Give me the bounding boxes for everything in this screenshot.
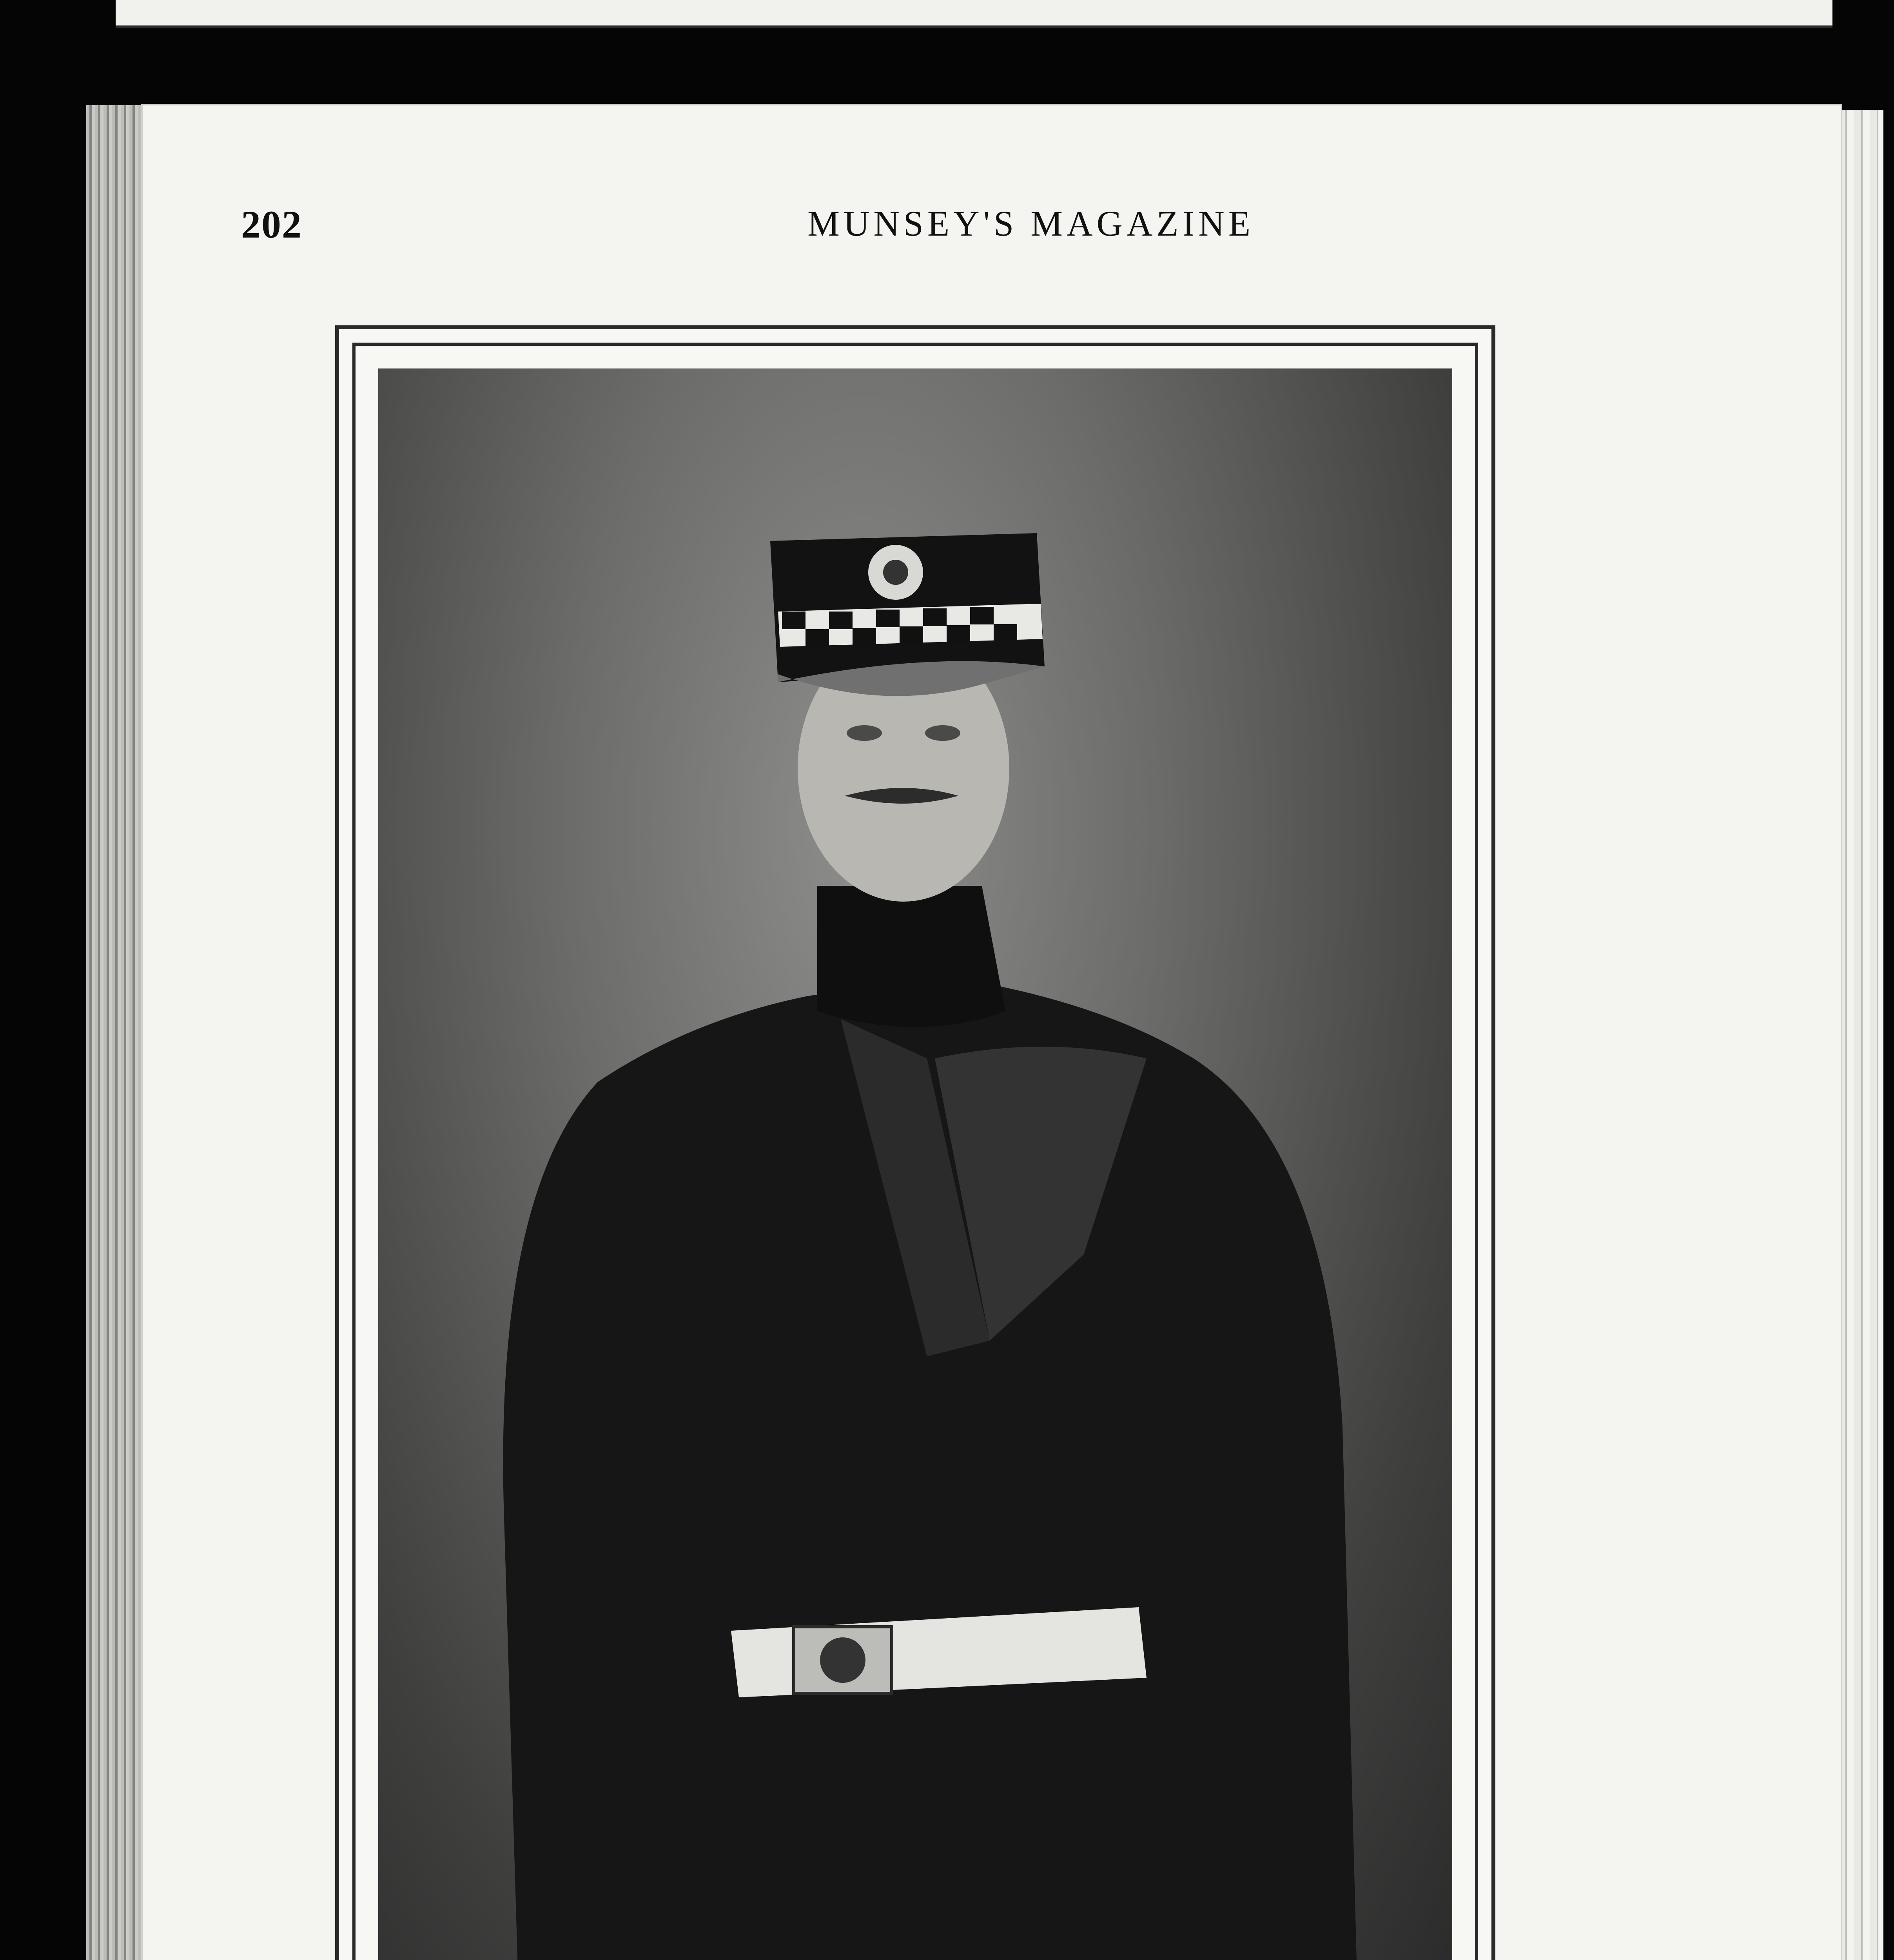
- magazine-title: MUNSEY'S MAGAZINE: [807, 203, 1254, 243]
- magazine-page: [141, 104, 1842, 1960]
- right-page-edges: [1838, 110, 1883, 1960]
- portrait-photograph: [378, 368, 1452, 1960]
- photo-frame-inner: [352, 343, 1478, 1960]
- previous-page-edge: [116, 0, 1832, 28]
- photo-frame: [335, 325, 1495, 1960]
- portrait-illustration: [378, 368, 1452, 1960]
- page-number: 202: [241, 203, 302, 246]
- page-stack-edge: [86, 105, 143, 1960]
